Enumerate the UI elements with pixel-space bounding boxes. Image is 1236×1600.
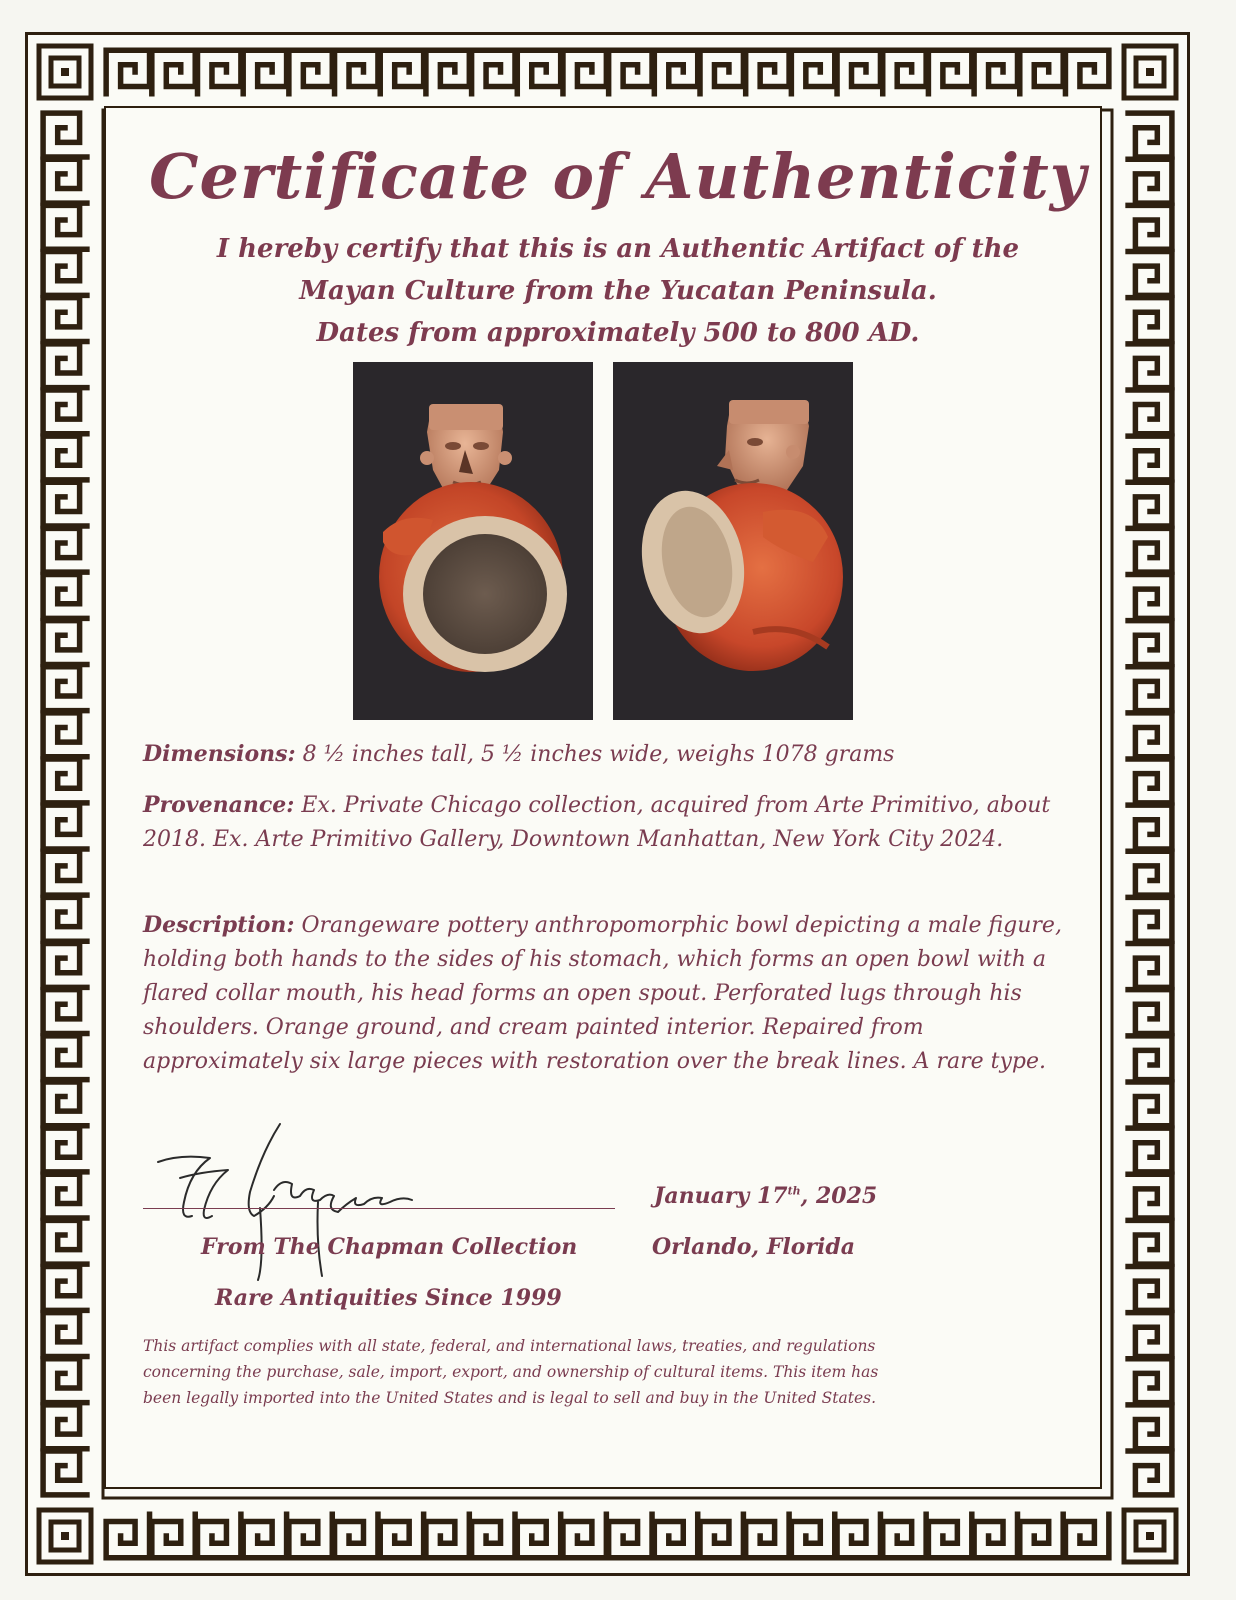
certify-line: Mayan Culture from the Yucatan Peninsula. xyxy=(299,276,937,306)
signature-line xyxy=(143,1208,615,1209)
dimensions-paragraph xyxy=(143,737,1073,772)
legal-notice xyxy=(143,1333,1083,1411)
provenance-text: Ex. Private Chicago collection, acquired from Arte Primitivo, about 2018. Ex. Arte Primitivo Gallery, Downtown Manhattan, New York City 2024. xyxy=(143,793,1051,852)
certificate-date xyxy=(654,1183,877,1209)
certify-line: Dates from approximately 500 to 800 AD. xyxy=(316,318,920,348)
certificate-location: Orlando, Florida xyxy=(652,1234,855,1260)
description-text: Orangeware pottery anthropomorphic bowl depicting a male figure, holding both hands to the sides of his stomach, which forms an open bowl with a flared collar mouth, his head forms an open spout. Perforated lugs through his shoulders. Orange ground, and cream painted interior. Repaired from approximately six large pieces with restoration over the break lines. A rare type. xyxy=(143,913,1062,1074)
description-paragraph xyxy=(143,908,1073,1079)
date-year: , 2025 xyxy=(800,1183,878,1209)
certificate-title: Certificate of Authenticity xyxy=(149,140,1087,213)
date-suffix: th xyxy=(787,1184,801,1198)
certify-line: I hereby certify that this is an Authentic Artifact of the xyxy=(216,234,1020,264)
dimensions-label: Dimensions: xyxy=(143,741,296,767)
provenance-label: Provenance: xyxy=(143,792,295,818)
tagline: Rare Antiquities Since 1999 xyxy=(215,1285,562,1311)
artifact-photo-front xyxy=(353,362,593,720)
dimensions-text: 8 ½ inches tall, 5 ½ inches wide, weighs 1078 grams xyxy=(295,742,895,767)
signature-caption: From The Chapman Collection xyxy=(201,1234,578,1260)
date-month-day: January 17 xyxy=(654,1183,788,1209)
legal-line: been legally imported into the United States and is legal to sell and buy in the United States. xyxy=(143,1389,877,1407)
legal-line: concerning the purchase, sale, import, export, and ownership of cultural items. This item has xyxy=(143,1363,879,1381)
legal-line: This artifact complies with all state, federal, and international laws, treaties, and regulations xyxy=(143,1337,876,1355)
description-label: Description: xyxy=(143,912,295,938)
artifact-photo-side xyxy=(613,362,853,720)
provenance-paragraph xyxy=(143,788,1073,857)
certification-statement xyxy=(150,228,1086,354)
